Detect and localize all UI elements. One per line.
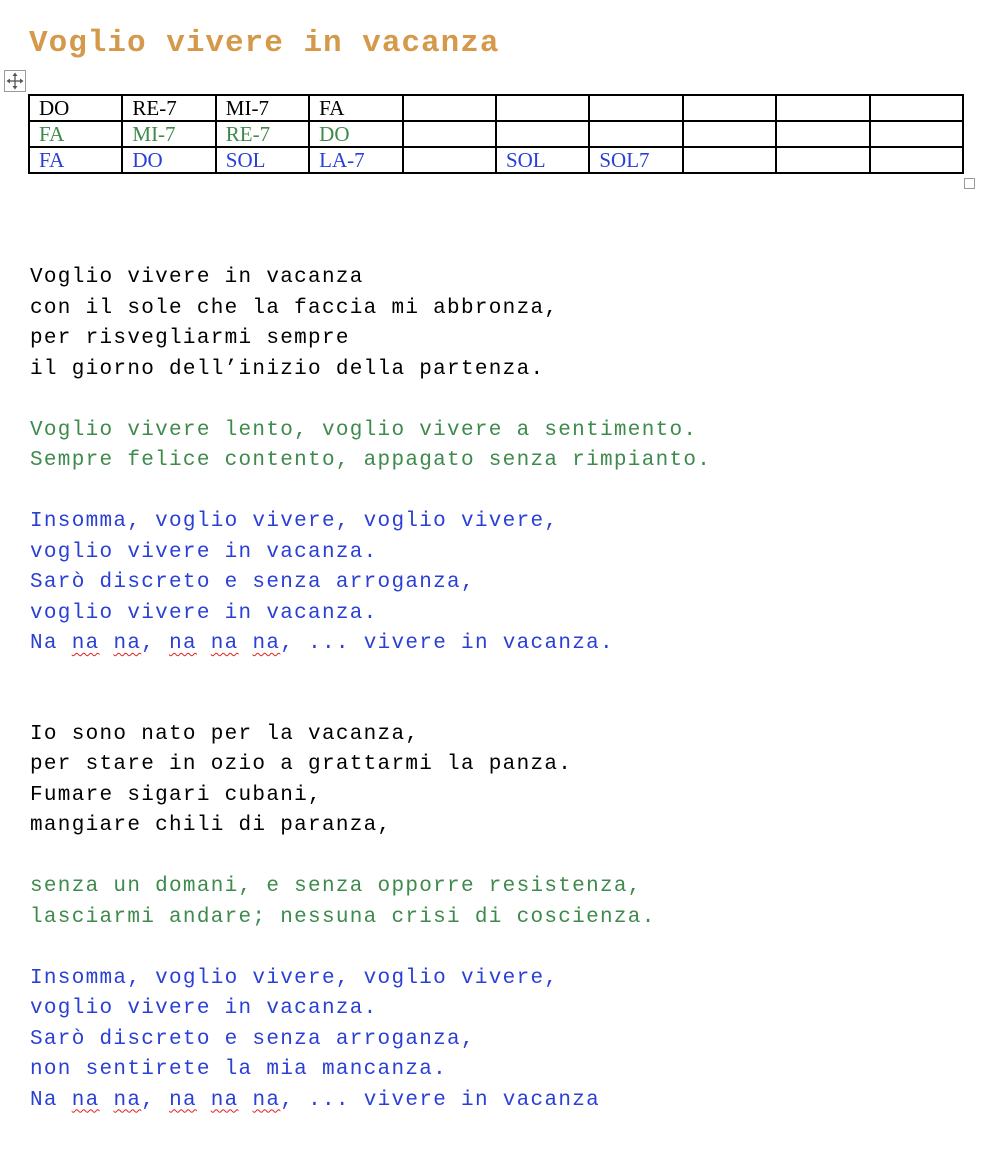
chord-cell: DO	[122, 147, 215, 173]
stanza-gap	[30, 477, 711, 508]
lyric-segment	[239, 1089, 253, 1112]
misspelled-word: na	[210, 632, 239, 655]
song-title: Voglio vivere in vacanza	[29, 26, 500, 61]
chord-cell: LA-7	[309, 147, 402, 173]
lyric-line: Voglio vivere lento, voglio vivere a sentimento.	[30, 418, 698, 442]
chord-cell	[403, 95, 496, 121]
chord-cell: SOL7	[589, 147, 682, 173]
lyric-segment	[197, 632, 211, 655]
misspelled-word: na	[169, 632, 197, 655]
stanza	[30, 416, 711, 477]
misspelled-word: na	[210, 1088, 239, 1112]
lyric-line: Sarò discreto e senza arroganza,	[30, 571, 475, 594]
lyric-line: Io sono nato per la vacanza,	[30, 722, 420, 746]
chord-row	[29, 147, 963, 173]
lyric-segment: , ... vivere in vacanza.	[280, 632, 614, 655]
lyric-line: Sarò discreto e senza arroganza,	[30, 1027, 475, 1051]
stanza	[30, 263, 711, 385]
lyric-line: non sentirete la mia mancanza.	[30, 1058, 448, 1081]
chord-cell	[589, 95, 682, 121]
stanza	[30, 964, 711, 1117]
lyric-line: con il sole che la faccia mi abbronza,	[30, 296, 559, 320]
lyric-segment	[197, 1089, 211, 1112]
lyric-line: Voglio vivere in vacanza	[30, 266, 364, 289]
lyrics	[30, 263, 711, 1116]
chord-cell	[776, 147, 869, 173]
lyric-line: Sempre felice contento, appagato senza rimpianto.	[30, 449, 712, 472]
chord-row	[29, 121, 963, 147]
lyric-segment: Na	[30, 1088, 72, 1112]
lyric-line: lasciarmi andare; nessuna crisi di coscienza.	[30, 905, 656, 929]
misspelled-word: na	[113, 632, 142, 655]
chord-cell: MI-7	[216, 95, 309, 121]
stanza	[30, 872, 711, 933]
chord-cell: FA	[29, 121, 122, 147]
chord-cell: SOL	[216, 147, 309, 173]
lyric-segment: Na	[30, 632, 72, 655]
chord-cell	[589, 121, 682, 147]
lyric-line	[30, 629, 711, 660]
lyric-line: Insomma, voglio vivere, voglio vivere,	[30, 510, 559, 533]
chord-cell: RE-7	[122, 95, 215, 121]
lyric-segment: ,	[141, 1088, 170, 1112]
chord-cell	[776, 121, 869, 147]
chord-cell	[496, 95, 589, 121]
chord-cell	[403, 147, 496, 173]
chord-cell	[683, 121, 776, 147]
misspelled-word: na	[71, 1088, 100, 1112]
resize-square-icon[interactable]	[964, 178, 975, 189]
move-arrows-icon[interactable]	[4, 70, 26, 92]
lyric-line: il giorno dell’inizio della partenza.	[30, 357, 545, 381]
stanza-gap	[30, 933, 711, 964]
lyric-line: per stare in ozio a grattarmi la panza.	[30, 753, 573, 776]
chord-cell	[870, 95, 963, 121]
misspelled-word: na	[169, 1088, 197, 1112]
chord-cell	[496, 121, 589, 147]
lyric-line: senza un domani, e senza opporre resistenza,	[30, 875, 642, 898]
lyric-line: per risvegliarmi sempre	[30, 327, 350, 350]
chord-cell	[870, 121, 963, 147]
stanza-gap	[30, 660, 711, 720]
stanza-gap	[30, 842, 711, 873]
misspelled-word: na	[252, 632, 281, 655]
chord-cell: DO	[29, 95, 122, 121]
lyric-line: Fumare sigari cubani,	[30, 783, 322, 807]
chord-cell	[403, 121, 496, 147]
stanza-gap	[30, 385, 711, 416]
lyric-segment: , ... vivere in vacanza	[280, 1088, 601, 1112]
chord-row	[29, 95, 963, 121]
chord-table	[28, 94, 964, 174]
lyric-line: Insomma, voglio vivere, voglio vivere,	[30, 966, 559, 990]
misspelled-word: na	[252, 1088, 281, 1112]
chord-cell: RE-7	[216, 121, 309, 147]
lyric-line: voglio vivere in vacanza.	[30, 601, 378, 625]
chord-cell: FA	[29, 147, 122, 173]
lyric-line	[30, 1086, 711, 1117]
misspelled-word: na	[71, 632, 100, 655]
lyric-line: voglio vivere in vacanza.	[30, 540, 378, 564]
misspelled-word: na	[113, 1088, 142, 1112]
stanza	[30, 720, 711, 842]
lyric-segment	[239, 632, 253, 655]
lyric-segment	[100, 1089, 114, 1112]
chord-cell	[776, 95, 869, 121]
lyric-line: mangiare chili di paranza,	[30, 814, 392, 837]
chord-cell: DO	[309, 121, 402, 147]
chord-cell: MI-7	[122, 121, 215, 147]
chord-cell	[683, 147, 776, 173]
lyric-segment	[100, 632, 114, 655]
chord-cell: FA	[309, 95, 402, 121]
lyric-segment: ,	[141, 632, 170, 655]
stanza	[30, 507, 711, 660]
lyric-line: voglio vivere in vacanza.	[30, 997, 378, 1020]
chord-cell	[683, 95, 776, 121]
chord-cell	[870, 147, 963, 173]
chord-cell: SOL	[496, 147, 589, 173]
